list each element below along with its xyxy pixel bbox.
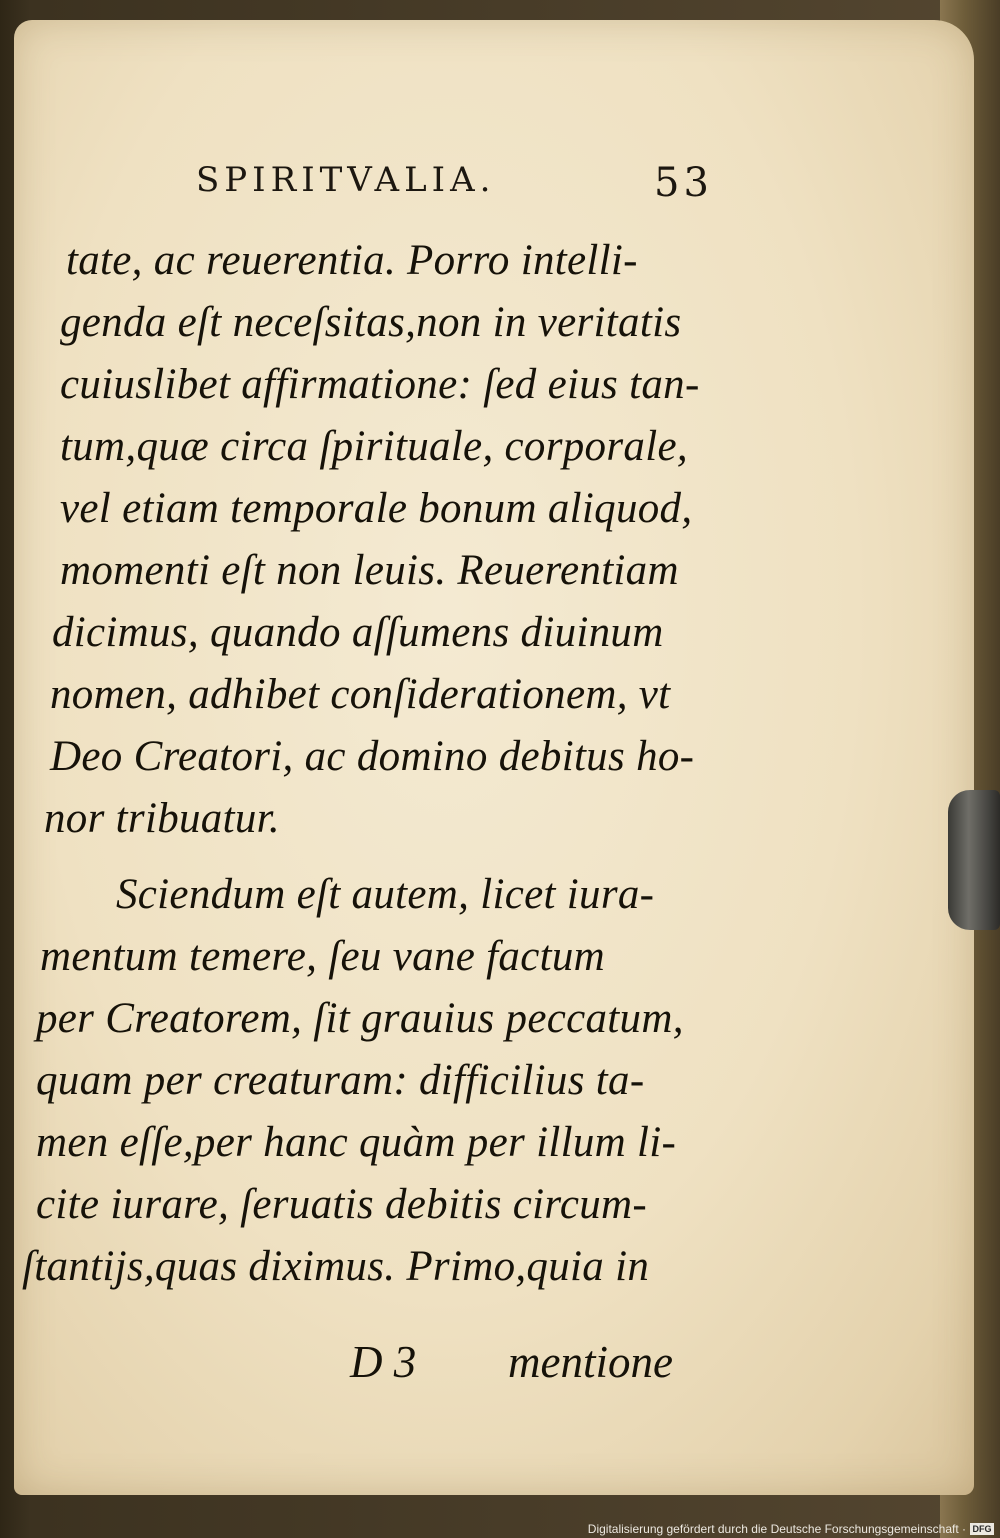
text-line: nor tribuatur. [44, 795, 280, 842]
catchword: mentione [508, 1337, 673, 1387]
text-line: nomen, adhibet conſiderationem, vt [50, 671, 671, 718]
text-line: genda eſt neceſsitas,non in veritatis [60, 299, 682, 346]
text-line: men eſſe,per hanc quàm per illum li- [36, 1119, 677, 1166]
digitization-credit: Digitalisierung gefördert durch die Deutsche Forschungsgemeinschaft · [587, 1522, 966, 1536]
text-line: Deo Creatori, ac domino debitus ho- [50, 733, 695, 780]
text-line: quam per creaturam: difficilius ta- [36, 1057, 645, 1104]
text-line: vel etiam temporale bonum aliquod, [60, 485, 693, 532]
text-line: cite iurare, ſeruatis debitis circum- [36, 1181, 647, 1228]
text-line: mentum temere, ſeu vane factum [40, 933, 606, 980]
page-number: 53 [654, 160, 713, 206]
text-line: tum,quæ circa ſpirituale, corporale, [60, 423, 688, 470]
text-line: momenti eſt non leuis. Reuerentiam [60, 547, 679, 594]
text-line: cuiuslibet affirmatione: ſed eius tan- [60, 361, 700, 408]
text-line: ſtantijs,quas diximus. Primo,quia in [22, 1243, 650, 1290]
running-head: SPIRITVALIA. [196, 160, 496, 200]
metal-clasp [948, 790, 1000, 930]
text-line: tate, ac reuerentia. Porro intelli- [66, 237, 638, 284]
text-line: dicimus, quando aſſumens diuinum [52, 609, 664, 656]
text-line: Sciendum eſt autem, licet iura- [116, 871, 655, 918]
dfg-logo: DFG [970, 1523, 994, 1535]
signature-mark: D 3 [350, 1337, 417, 1387]
text-line: per Creatorem, ſit grauius peccatum, [36, 995, 684, 1042]
